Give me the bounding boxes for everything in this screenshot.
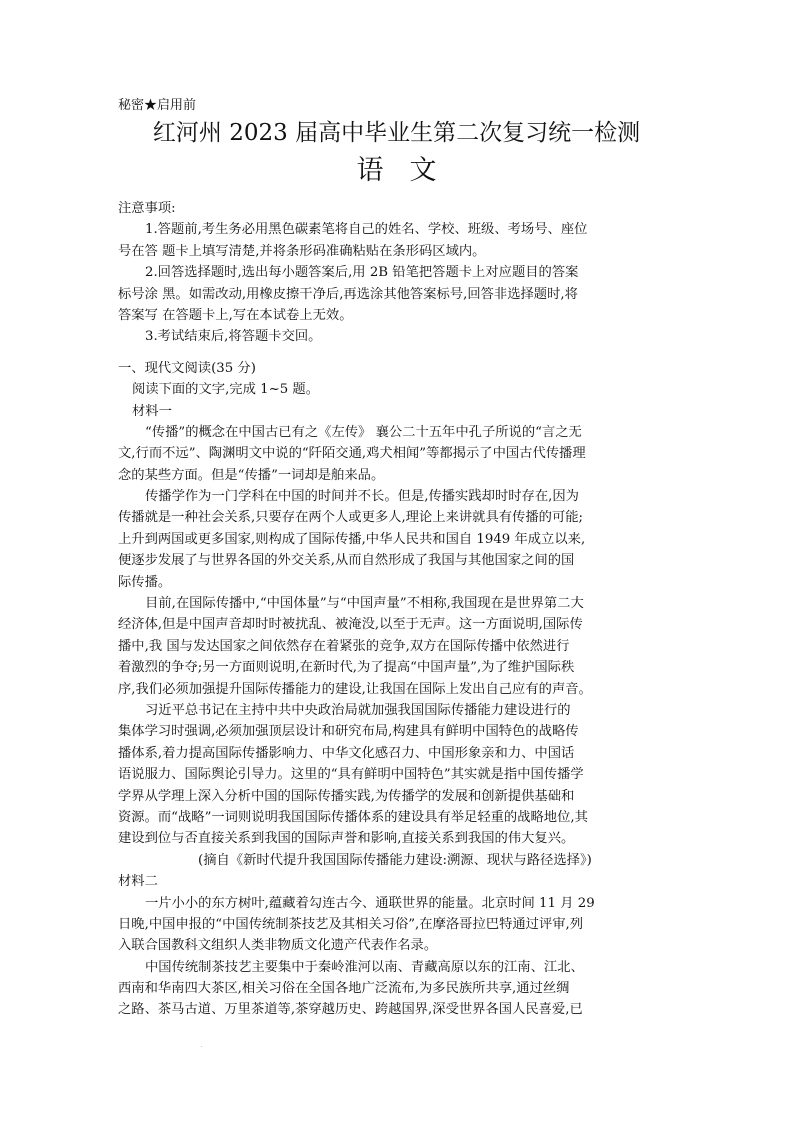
material-line: 经济体,但是中国声音却时时被扰乱、被淹没,以至于无声。这一方面说明,国际传	[118, 617, 583, 633]
material-line: 传播学作为一门学科在中国的时间并不长。但是,传播实践却时时存在,因为	[145, 489, 579, 505]
material-line: 日晚,中国申报的“中国传统制茶技艺及其相关习俗”,在摩洛哥拉巴特通过评审,列	[118, 916, 584, 932]
material-line: 文,行而不远”、陶渊明文中说的“阡陌交通,鸡犬相闻”等都揭示了中国古代传播理	[118, 446, 586, 462]
material-line: 一片小小的东方树叶,蕴藏着勾连古今、通联世界的能量。北京时间 11 月 29	[145, 895, 595, 911]
material-line: 目前,在国际传播中,“中国体量”与“中国声量”不相称,我国现在是世界第二大	[145, 596, 584, 612]
note-line: 3.考试结束后,将答题卡交回。	[145, 329, 322, 345]
note-line: 标号涂 黑。如需改动,用橡皮擦干净后,再选涂其他答案标号,回答非选择题时,将	[118, 286, 578, 302]
material-line: 播体系,着力提高国际传播影响力、中华文化感召力、中国形象亲和力、中国话	[118, 745, 575, 761]
notes-heading: 注意事项:	[118, 201, 176, 216]
material-line: 序,我们必须加强提升国际传播能力的建设,让我国在国际上发出自己应有的声音。	[118, 681, 592, 697]
material-line: 集体学习时强调,必须加强顶层设计和研究布局,构建具有鲜明中国特色的战略传	[118, 724, 579, 740]
footer-mark: .	[200, 1040, 203, 1049]
secret-label: 秘密★启用前	[118, 98, 197, 113]
material-source: (摘自《新时代提升我国国际传播能力建设:溯源、现状与路径选择》)	[198, 852, 592, 868]
note-line: 答案写 在答题卡上,写在本试卷上无效。	[118, 307, 353, 323]
subject-title: 语文	[356, 155, 463, 186]
section-heading: 一、现代文阅读(35 分)	[118, 360, 256, 376]
material-line: 习近平总书记在主持中共中央政治局就加强我国国际传播能力建设进行的	[145, 702, 571, 718]
material-line: 念的某些方面。但是“传播”一词却是舶来品。	[118, 467, 385, 483]
material-line: 际传播。	[118, 574, 172, 590]
material-label: 材料二	[118, 874, 158, 890]
material-line: 入联合国教科文组织人类非物质文化遗产代表作名录。	[118, 938, 438, 954]
material-line: 着激烈的争夺;另一方面则说明,在新时代,为了提高“中国声量”,为了维护国际秩	[118, 660, 575, 676]
material-line: 资源。而“战略”一词则说明我国国际传播体系的建设具有举足轻重的战略地位,其	[118, 809, 588, 825]
material-line: 语说服力、国际舆论引导力。这里的“具有鲜明中国特色”其实就是指中国传播学	[118, 767, 584, 783]
material-line: 便逐步发展了与世界各国的外交关系,从而自然形成了我国与其他国家之间的国	[118, 553, 575, 569]
exam-title: 红河州 2023 届高中毕业生第二次复习统一检测	[152, 120, 641, 146]
material-line: 西南和华南四大茶区,相关习俗在全国各地广泛流布,为多民族所共享,通过丝绸	[118, 981, 570, 997]
material-line: 播中,我 国与发达国家之间依然存在着紧张的竞争,双方在国际传播中依然进行	[118, 638, 570, 654]
note-line: 2.回答选择题时,选出每小题答案后,用 2B 铅笔把答题卡上对应题目的答案	[145, 265, 579, 281]
material-line: 上升到两国或更多国家,则构成了国际传播,中华人民共和国自 1949 年成立以来,	[118, 531, 586, 547]
section-instruction: 阅读下面的文字,完成 1~5 题。	[132, 382, 320, 398]
exam-body	[118, 198, 688, 1021]
material-line: 学界从学理上深入分析中国的国际传播实践,为传播学的发展和创新提供基础和	[118, 788, 575, 804]
material-label: 材料一	[132, 403, 172, 419]
material-line: 中国传统制茶技艺主要集中于秦岭淮河以南、青藏高原以东的江南、江北、	[145, 959, 584, 975]
note-line: 号在答 题卡上填写清楚,并将条形码准确粘贴在条形码区域内。	[118, 243, 486, 259]
material-line: “传播”的概念在中国古已有之《左传》 襄公二十五年中孔子所说的“言之无	[145, 424, 582, 440]
material-line: 传播就是一种社会关系,只要存在两个人或更多人,理论上来讲就具有传播的可能;	[118, 510, 584, 526]
note-line: 1.答题前,考生务必用黑色碳素笔将自己的姓名、学校、班级、考场号、座位	[145, 222, 588, 238]
material-line: 之路、茶马古道、万里茶道等,茶穿越历史、跨越国界,深受世界各国人民喜爱,已	[118, 1002, 583, 1018]
material-line: 建设到位与否直接关系到我国的国际声誉和影响,直接关系到我国的伟大复兴。	[118, 831, 575, 847]
